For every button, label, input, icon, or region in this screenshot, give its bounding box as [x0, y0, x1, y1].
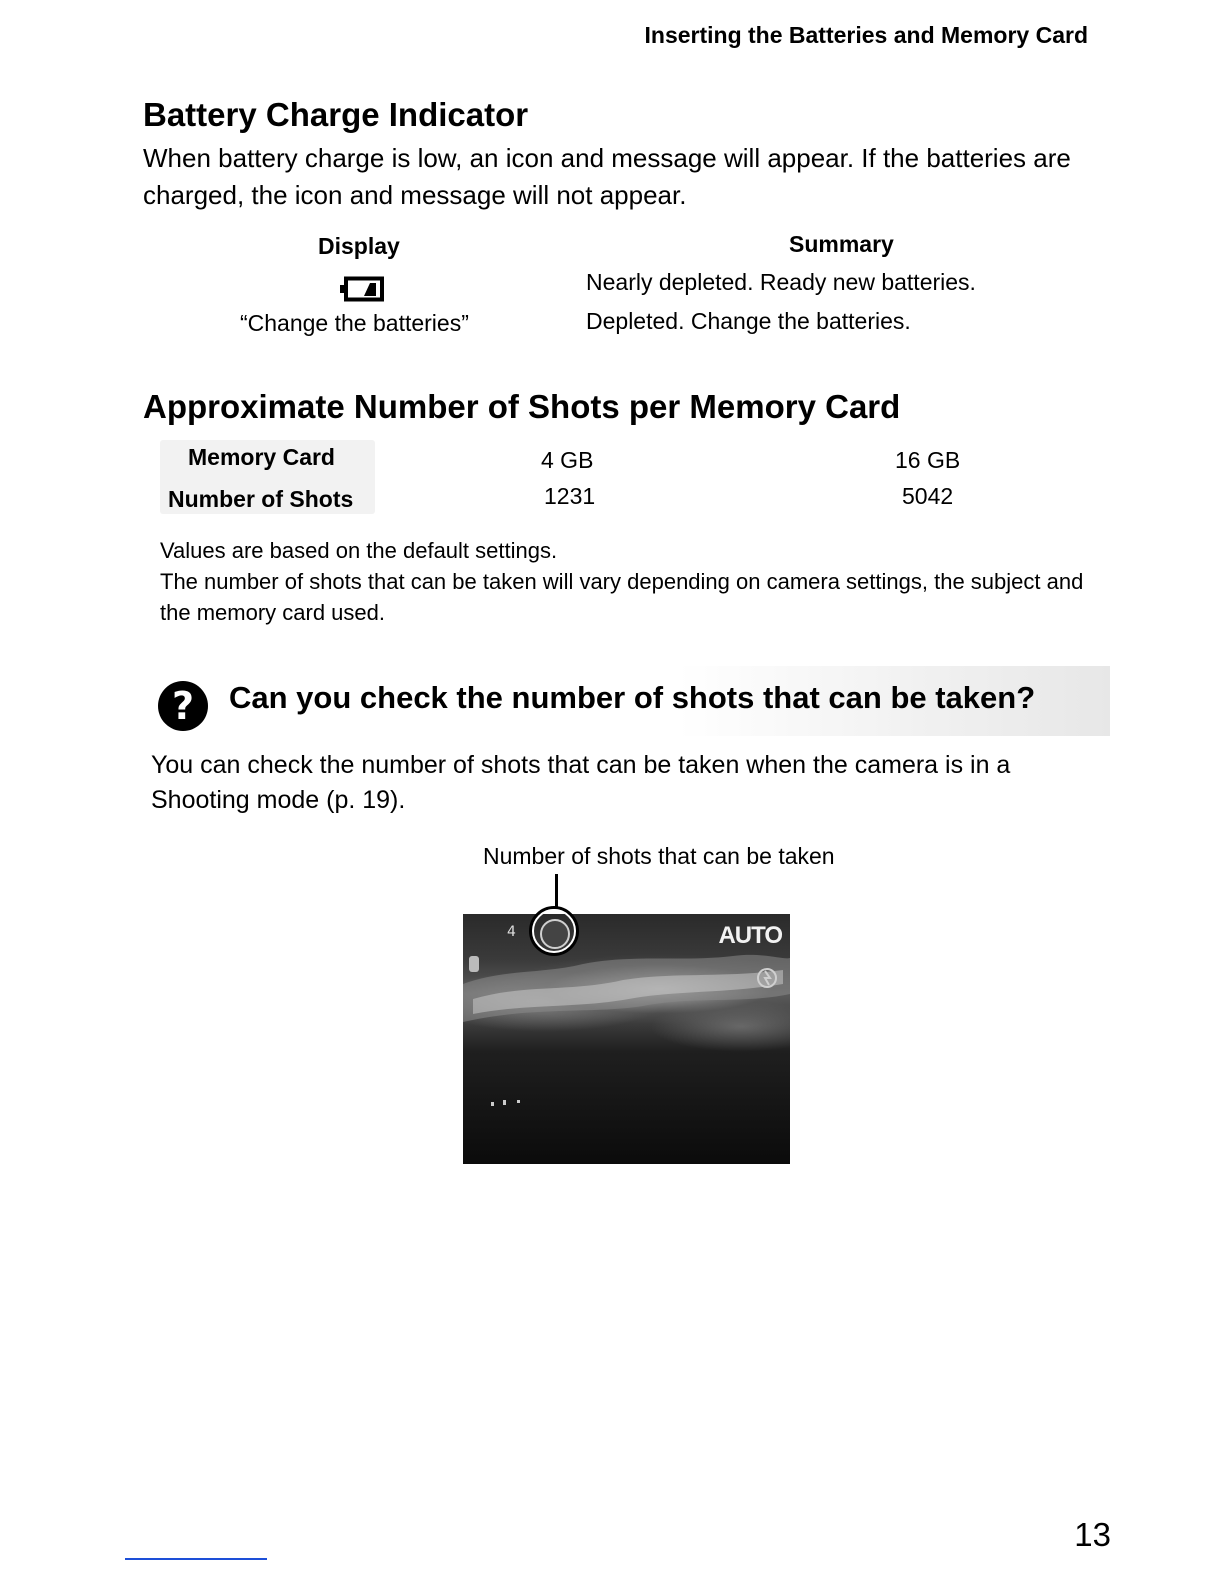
shots-counter-highlight-inner: [532, 909, 576, 953]
shots-table-card-4gb: 4 GB: [541, 447, 594, 473]
shots-table-shots-4gb: 1231: [544, 483, 596, 509]
battery-row2-display: “Change the batteries”: [240, 310, 469, 336]
shots-note-default: Values are based on the default settings.: [160, 538, 558, 563]
callout-leader-line: [555, 874, 558, 908]
shots-table-card-16gb: 16 GB: [895, 447, 961, 473]
shots-table-label-card: Memory Card: [188, 444, 335, 470]
running-head: Inserting the Batteries and Memory Card: [644, 22, 1088, 48]
camera-screen-overlay: [463, 914, 790, 1164]
battery-table-header-summary: Summary: [789, 231, 894, 257]
question-icon: ?: [158, 681, 208, 731]
battery-section-title: Battery Charge Indicator: [143, 96, 529, 133]
question-body: You can check the number of shots that can be taken when the camera is in a Shooting mode (p. 19).: [151, 751, 1011, 814]
svg-text:4: 4: [507, 924, 516, 940]
shots-table-label-shots: Number of Shots: [168, 486, 354, 512]
shots-note-vary: The number of shots that can be taken will vary depending on camera settings, the subject and the memory card used.: [160, 569, 1084, 625]
camera-screen-image: [463, 914, 790, 1164]
footer-rule: [125, 1558, 267, 1560]
question-title: Can you check the number of shots that can be taken?: [229, 680, 1036, 715]
battery-table-header-display: Display: [318, 233, 400, 259]
page-number: 13: [1074, 1516, 1111, 1553]
shooting-mode-label: AUTO: [718, 922, 782, 949]
shots-section-title: Approximate Number of Shots per Memory Card: [143, 388, 901, 425]
battery-section-intro: When battery charge is low, an icon and message will appear. If the batteries are charged, the icon and message will not appear.: [143, 143, 1071, 210]
battery-low-icon: [339, 276, 385, 302]
battery-row2-summary: Depleted. Change the batteries.: [586, 308, 911, 334]
shots-table-shots-16gb: 5042: [902, 483, 954, 509]
shots-remaining-callout: Number of shots that can be taken: [483, 843, 835, 869]
battery-row1-summary: Nearly depleted. Ready new batteries.: [586, 269, 976, 295]
